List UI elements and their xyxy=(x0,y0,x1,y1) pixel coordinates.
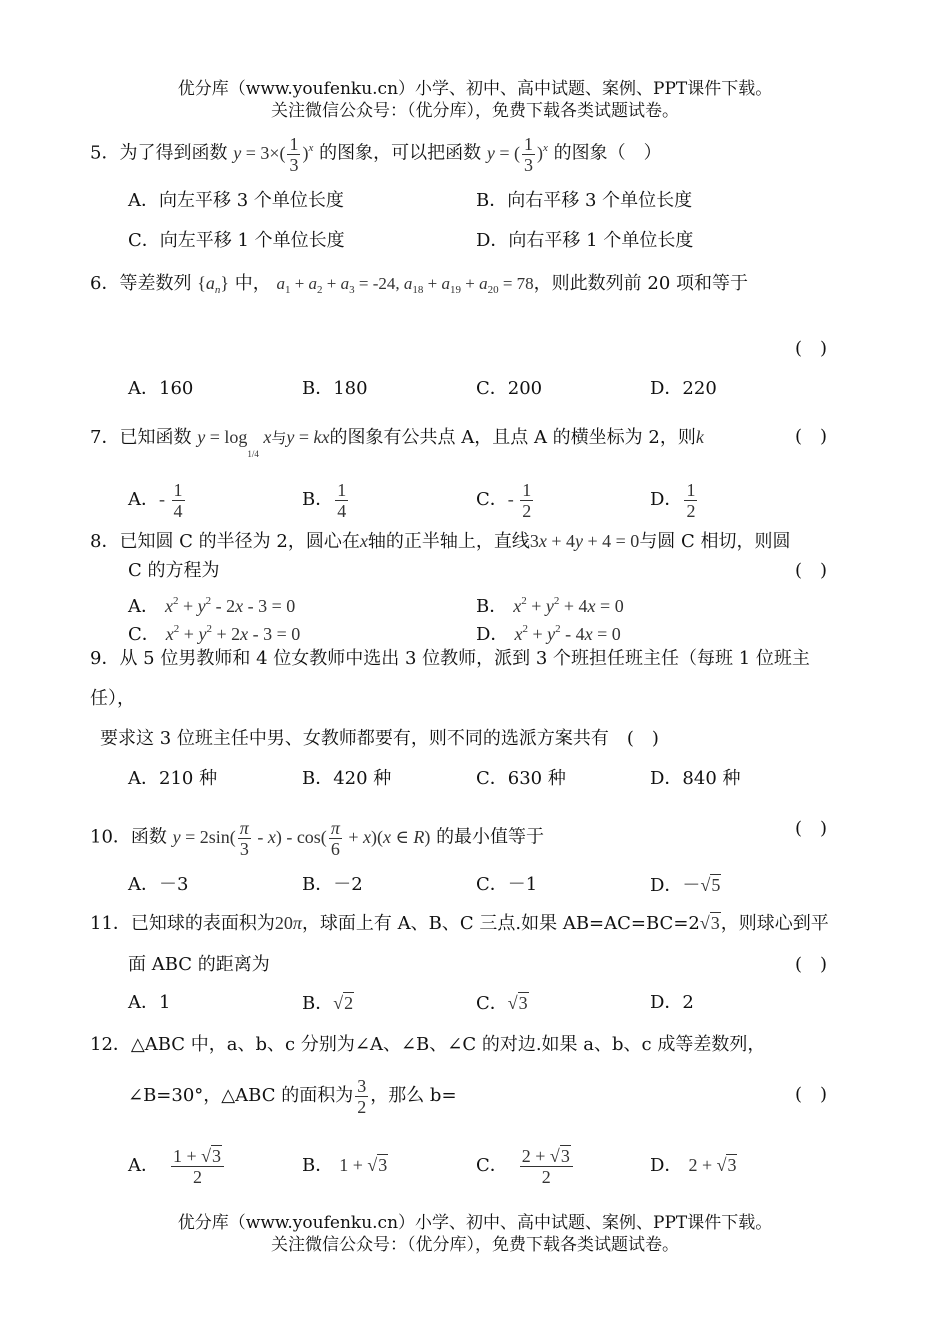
q11-answer-bracket: ( ) xyxy=(795,954,828,975)
q6-answer-bracket: ( ) xyxy=(795,338,828,359)
q12-option-b: B． 1 + √3 xyxy=(302,1155,388,1176)
q9-option-a: A．210 种 xyxy=(128,768,218,789)
q8-option-a: A． $x^2 + y^2 - 2x - 3 = 0$ xyxy=(128,595,296,617)
q11-line-2: 面 ABC 的距离为 xyxy=(128,954,270,975)
q12-option-d: D． 2 + √3 xyxy=(650,1155,737,1176)
q9-line-3: 要求这 3 位班主任中男、女教师都要有，则不同的选派方案共有 ( ) xyxy=(100,728,659,749)
q9-option-d: D．840 种 xyxy=(650,768,741,789)
q10-option-d: D．－√5 xyxy=(650,875,721,896)
question-8: 8．已知圆 C 的半径为 2，圆心在x轴的正半轴上，直线3x + 4y + 4 = 0与圆 C 相切，则圆 xyxy=(90,531,791,552)
question-9: 9．从 5 位男教师和 4 位女教师中选出 3 位教师，派到 3 个班担任班主任（每班 1 位班主 xyxy=(90,648,810,669)
q11-area: 20π xyxy=(274,913,302,933)
q11-option-c: C．√3 xyxy=(476,993,528,1014)
q6-sequence: $\{a_n\}$ xyxy=(197,273,229,296)
q6-option-d: D．220 xyxy=(650,378,717,399)
q6-option-c: C．200 xyxy=(476,378,543,399)
header-line-1: 优分库（www.youfenku.cn）小学、初中、高中试题、案例、PPT课件下载。 xyxy=(177,79,773,99)
q6-formula: $a_1 + a_2 + a_3 = -24$, $a_{18} + a_{19} + a_{20} = 78$ xyxy=(276,274,534,296)
q11-option-a: A．1 xyxy=(128,992,171,1013)
q5-option-d: D．向右平移 1 个单位长度 xyxy=(476,230,694,251)
question-6: 6．等差数列 $\{a_n\}$ 中， $a_1 + a_2 + a_3 = -24$, $a_{18} + a_{19} + a_{20} = 78$，则此数列前 20 项和等于 xyxy=(90,273,749,296)
q10-option-c: C．－1 xyxy=(476,874,538,895)
q11-option-b: B．√2 xyxy=(302,993,354,1014)
q10-answer-bracket: ( ) xyxy=(795,818,828,839)
q7-option-b: B． $\frac{1}{4}$ xyxy=(302,480,347,522)
header-line-2: 关注微信公众号：（优分库），免费下载各类试题试卷。 xyxy=(271,101,679,121)
q12-answer-bracket: ( ) xyxy=(795,1084,828,1105)
q7-k: k xyxy=(695,427,704,447)
q7-option-a: A．- $\frac{1}{4}$ xyxy=(128,480,183,522)
q5-option-b: B．向右平移 3 个单位长度 xyxy=(476,190,693,211)
q9-option-b: B．420 种 xyxy=(302,768,392,789)
q5-formula-2: y = ( $\frac{1}{3}$ )$^x$ xyxy=(486,134,548,175)
q9-option-c: C．630 种 xyxy=(476,768,566,789)
q5-option-a: A．向左平移 3 个单位长度 xyxy=(128,190,344,211)
question-10: 10．函数 y = 2sin( $\frac{\pi}{3}$ - x) - cos( $\frac{\pi}{6}$ + x)(x ∈ R) 的最小值等于 xyxy=(90,818,545,859)
question-7: 7．已知函数 $y = \log_{1/4} x$与y = kx的图象有公共点 A，且点 A 的横坐标为 2，则k xyxy=(90,427,704,459)
q7-option-c: C．- $\frac{1}{2}$ xyxy=(476,480,532,522)
q7-formula-linear: y = kx xyxy=(286,427,330,447)
q7-answer-bracket: ( ) xyxy=(795,426,828,447)
q8-option-d: D． $x^2 + y^2 - 4x = 0$ xyxy=(476,623,621,645)
q8-answer-bracket: ( ) xyxy=(795,560,828,581)
q10-formula: y = 2sin( $\frac{\pi}{3}$ - x) - cos( $\frac{\pi}{6}$ + x)(x ∈ R) xyxy=(172,818,431,859)
q8-line-2: C 的方程为 xyxy=(128,560,220,581)
q12-option-c: C． $\frac{2 + √3}{2}$ xyxy=(476,1142,575,1189)
q8-option-b: B． $x^2 + y^2 + 4x = 0$ xyxy=(476,595,624,617)
q10-option-b: B．－2 xyxy=(302,874,363,895)
q6-option-b: B．180 xyxy=(302,378,368,399)
q7-formula-log: $y = \log_{1/4} x$ xyxy=(197,427,272,459)
q8-line-formula: 3x + 4y + 4 = 0 xyxy=(529,531,640,551)
footer-line-1: 优分库（www.youfenku.cn）小学、初中、高中试题、案例、PPT课件下载。 xyxy=(177,1213,773,1233)
q10-option-a: A．－3 xyxy=(128,874,189,895)
q8-x-axis: x xyxy=(359,531,368,551)
q12-line-2: ∠B=30°，△ABC 的面积为 $\frac{3}{2}$ ，那么 b= xyxy=(128,1076,457,1118)
footer-line-2: 关注微信公众号：（优分库），免费下载各类试题试卷。 xyxy=(271,1235,679,1255)
q8-option-c: C． $x^2 + y^2 + 2x - 3 = 0$ xyxy=(128,623,301,645)
q5-option-c: C．向左平移 1 个单位长度 xyxy=(128,230,345,251)
question-11: 11．已知球的表面积为20π，球面上有 A、B、C 三点.如果 AB=AC=BC=2√3，则球心到平 xyxy=(90,913,829,934)
q12-option-a: A． $\frac{1 + √3}{2}$ xyxy=(128,1142,226,1189)
q9-line-2: 任）， xyxy=(90,688,135,709)
q11-option-d: D．2 xyxy=(650,992,694,1013)
question-12: 12．△ABC 中，a、b、c 分别为∠A、∠B、∠C 的对边.如果 a、b、c 成等差数列， xyxy=(90,1034,766,1055)
q7-option-d: D． $\frac{1}{2}$ xyxy=(650,480,696,522)
q6-option-a: A．160 xyxy=(128,378,194,399)
q5-formula-1: y = 3×( $\frac{1}{3}$ )$^x$ xyxy=(233,134,314,175)
question-5: 5．为了得到函数 y = 3×( $\frac{1}{3}$ )$^x$ 的图象，可以把函数 y = ( $\frac{1}{3}$ )$^x$ 的图象（ ） xyxy=(90,134,662,175)
